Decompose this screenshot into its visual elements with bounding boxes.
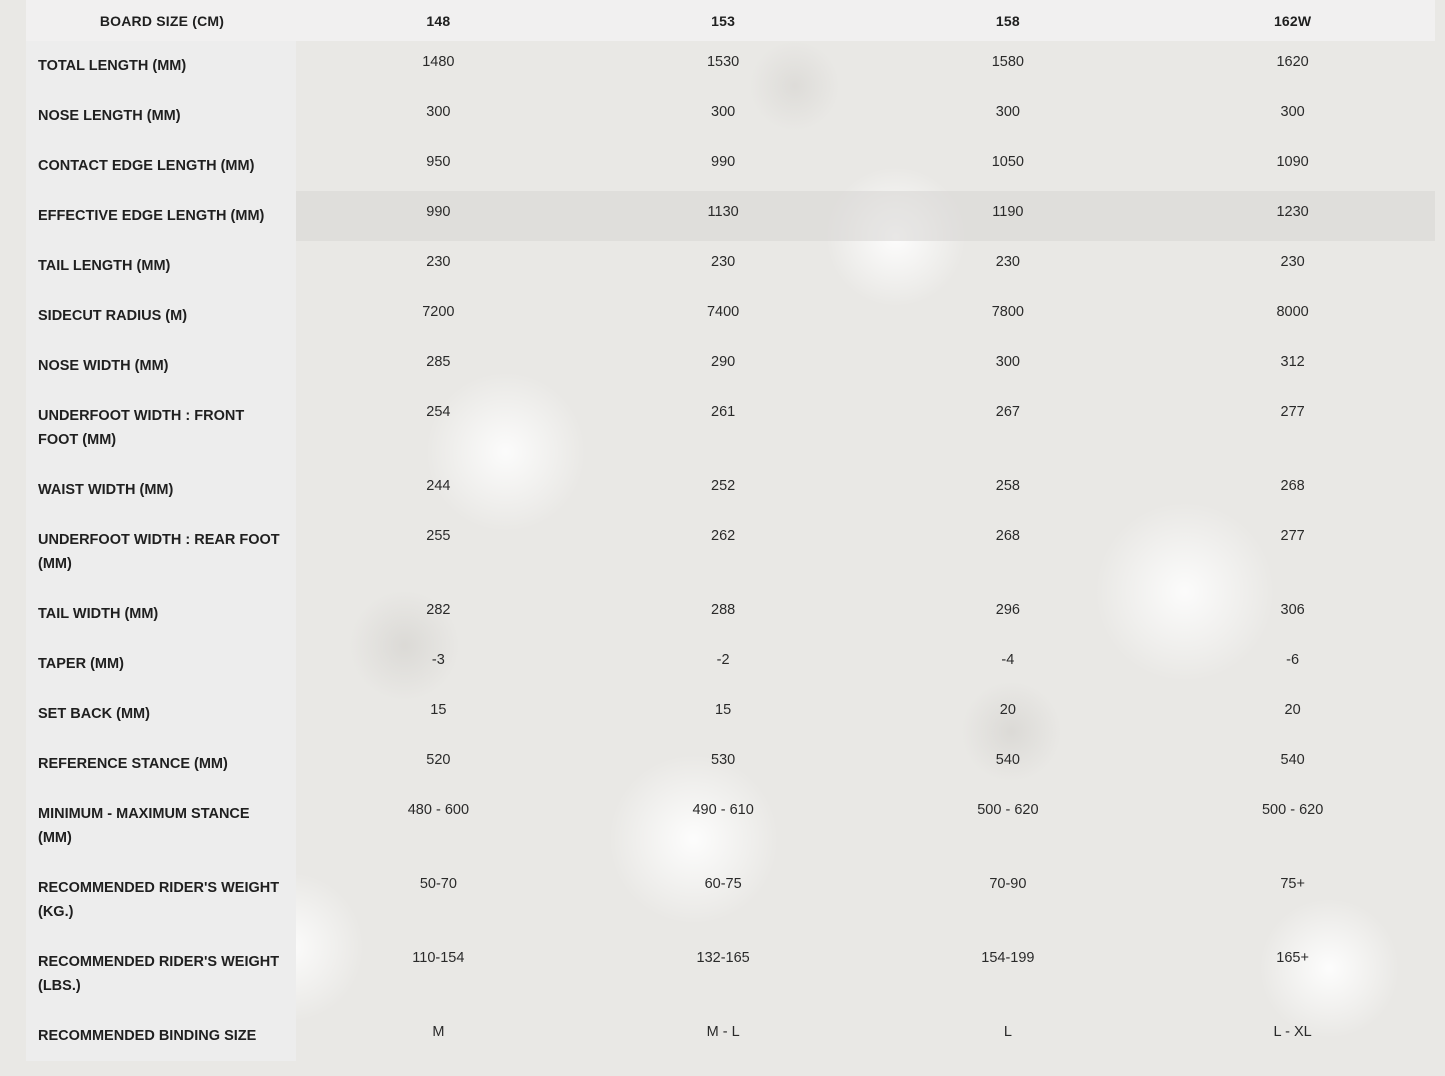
table-cell: 244 [426,478,451,494]
table-cell: 990 [711,154,736,170]
table-cell: 990 [296,191,581,241]
table-cell: 20 [999,702,1016,718]
table-cell: 290 [711,354,736,370]
table-cell: 268 [1280,478,1305,494]
header-size-cell: 148 [296,0,581,41]
table-cell: 255 [426,528,451,544]
table-cell: 1530 [706,54,740,70]
table-cell: 15 [430,702,447,718]
table-cell: 540 [995,752,1020,768]
table-cell: 252 [711,478,736,494]
table-cell: 306 [1280,602,1305,618]
row-label: CONTACT EDGE LENGTH (MM) [26,141,296,191]
table-row [26,639,1435,689]
table-row [26,141,1435,191]
table-cell: 1090 [1276,154,1309,170]
table-cell: -3 [431,652,445,668]
table-cell: 300 [995,104,1020,120]
table-row [26,291,1435,341]
table-cell: 1050 [991,154,1024,170]
row-label: UNDERFOOT WIDTH : REAR FOOT (MM) [26,515,296,589]
table-cell: 268 [995,528,1020,544]
table-cell: 15 [715,702,732,718]
table-cell: 300 [426,104,451,120]
header-size-cell: 162W [1150,0,1435,41]
row-label: RECOMMENDED RIDER'S WEIGHT (KG.) [26,863,296,937]
table-cell: 490 - 610 [692,802,754,818]
board-size-spec-table [26,0,1435,1061]
header-size-cell: 153 [581,0,866,41]
table-header-row [26,0,1435,41]
table-row [26,1011,1435,1061]
row-label: TAIL WIDTH (MM) [26,589,296,639]
row-label: RECOMMENDED BINDING SIZE [26,1011,296,1061]
table-cell: 300 [995,354,1020,370]
table-cell: -6 [1286,652,1300,668]
table-cell: L [1003,1024,1012,1040]
table-cell: 230 [995,254,1020,270]
table-cell: M [432,1024,445,1040]
table-cell: 7200 [422,304,455,320]
table-cell: 261 [711,404,736,420]
table-cell: 254 [426,404,451,420]
table-row [26,391,1435,465]
table-cell: 8000 [1276,304,1309,320]
table-row [26,341,1435,391]
table-cell: 70-90 [989,876,1027,892]
table-row [26,589,1435,639]
table-cell: 520 [426,752,451,768]
table-cell: 1130 [581,191,866,241]
row-label: SET BACK (MM) [26,689,296,739]
table-cell: 312 [1280,354,1305,370]
table-row [26,863,1435,937]
table-cell: 1190 [866,191,1151,241]
row-label: REFERENCE STANCE (MM) [26,739,296,789]
table-row [26,41,1435,91]
table-cell: 300 [1280,104,1305,120]
row-label: RECOMMENDED RIDER'S WEIGHT (LBS.) [26,937,296,1011]
table-row [26,241,1435,291]
header-label-cell: BOARD SIZE (CM) [26,0,296,41]
table-cell: 165+ [1276,950,1309,966]
table-cell: 230 [426,254,451,270]
table-cell: 500 - 620 [1261,802,1324,818]
table-cell: 1230 [1150,191,1435,241]
table-row [26,739,1435,789]
table-cell: L - XL [1273,1024,1312,1040]
table-row [26,191,1435,241]
table-cell: 20 [1284,702,1301,718]
table-cell: M - L [706,1024,740,1040]
table-cell: 300 [711,104,736,120]
table-cell: 480 - 600 [407,802,470,818]
row-label: SIDECUT RADIUS (M) [26,291,296,341]
row-label: WAIST WIDTH (MM) [26,465,296,515]
table-cell: 1620 [1276,54,1309,70]
table-row [26,789,1435,863]
table-cell: 267 [995,404,1020,420]
table-cell: 230 [1280,254,1305,270]
table-cell: 258 [995,478,1020,494]
table-cell: 277 [1280,528,1305,544]
table-row [26,91,1435,141]
row-label: EFFECTIVE EDGE LENGTH (MM) [26,191,296,241]
table-cell: 277 [1280,404,1305,420]
table-cell: 50-70 [419,876,457,892]
table-cell: 60-75 [704,876,742,892]
table-cell: 154-199 [981,950,1035,966]
table-cell: -2 [716,652,730,668]
row-label: NOSE LENGTH (MM) [26,91,296,141]
table-row [26,465,1435,515]
table-cell: 262 [711,528,736,544]
table-cell: 75+ [1280,876,1305,892]
table-cell: 7800 [991,304,1024,320]
table-cell: 285 [426,354,451,370]
table-cell: 7400 [706,304,740,320]
row-label: TAPER (MM) [26,639,296,689]
row-label: TOTAL LENGTH (MM) [26,41,296,91]
row-label: UNDERFOOT WIDTH : FRONT FOOT (MM) [26,391,296,465]
table-row [26,937,1435,1011]
table-row [26,515,1435,589]
row-label: TAIL LENGTH (MM) [26,241,296,291]
row-label: MINIMUM - MAXIMUM STANCE (MM) [26,789,296,863]
table-cell: 110-154 [412,950,465,966]
header-size-cell: 158 [866,0,1151,41]
table-cell: 282 [426,602,451,618]
table-row [26,689,1435,739]
table-cell: 1480 [422,54,455,70]
table-cell: 540 [1280,752,1305,768]
table-cell: 530 [711,752,736,768]
table-cell: 950 [426,154,451,170]
table-cell: 230 [711,254,736,270]
table-cell: 288 [711,602,736,618]
table-cell: 296 [995,602,1020,618]
table-cell: 1580 [991,54,1024,70]
table-cell: 500 - 620 [977,802,1039,818]
table-cell: -4 [1001,652,1015,668]
table-cell: 132-165 [696,950,750,966]
row-label: NOSE WIDTH (MM) [26,341,296,391]
